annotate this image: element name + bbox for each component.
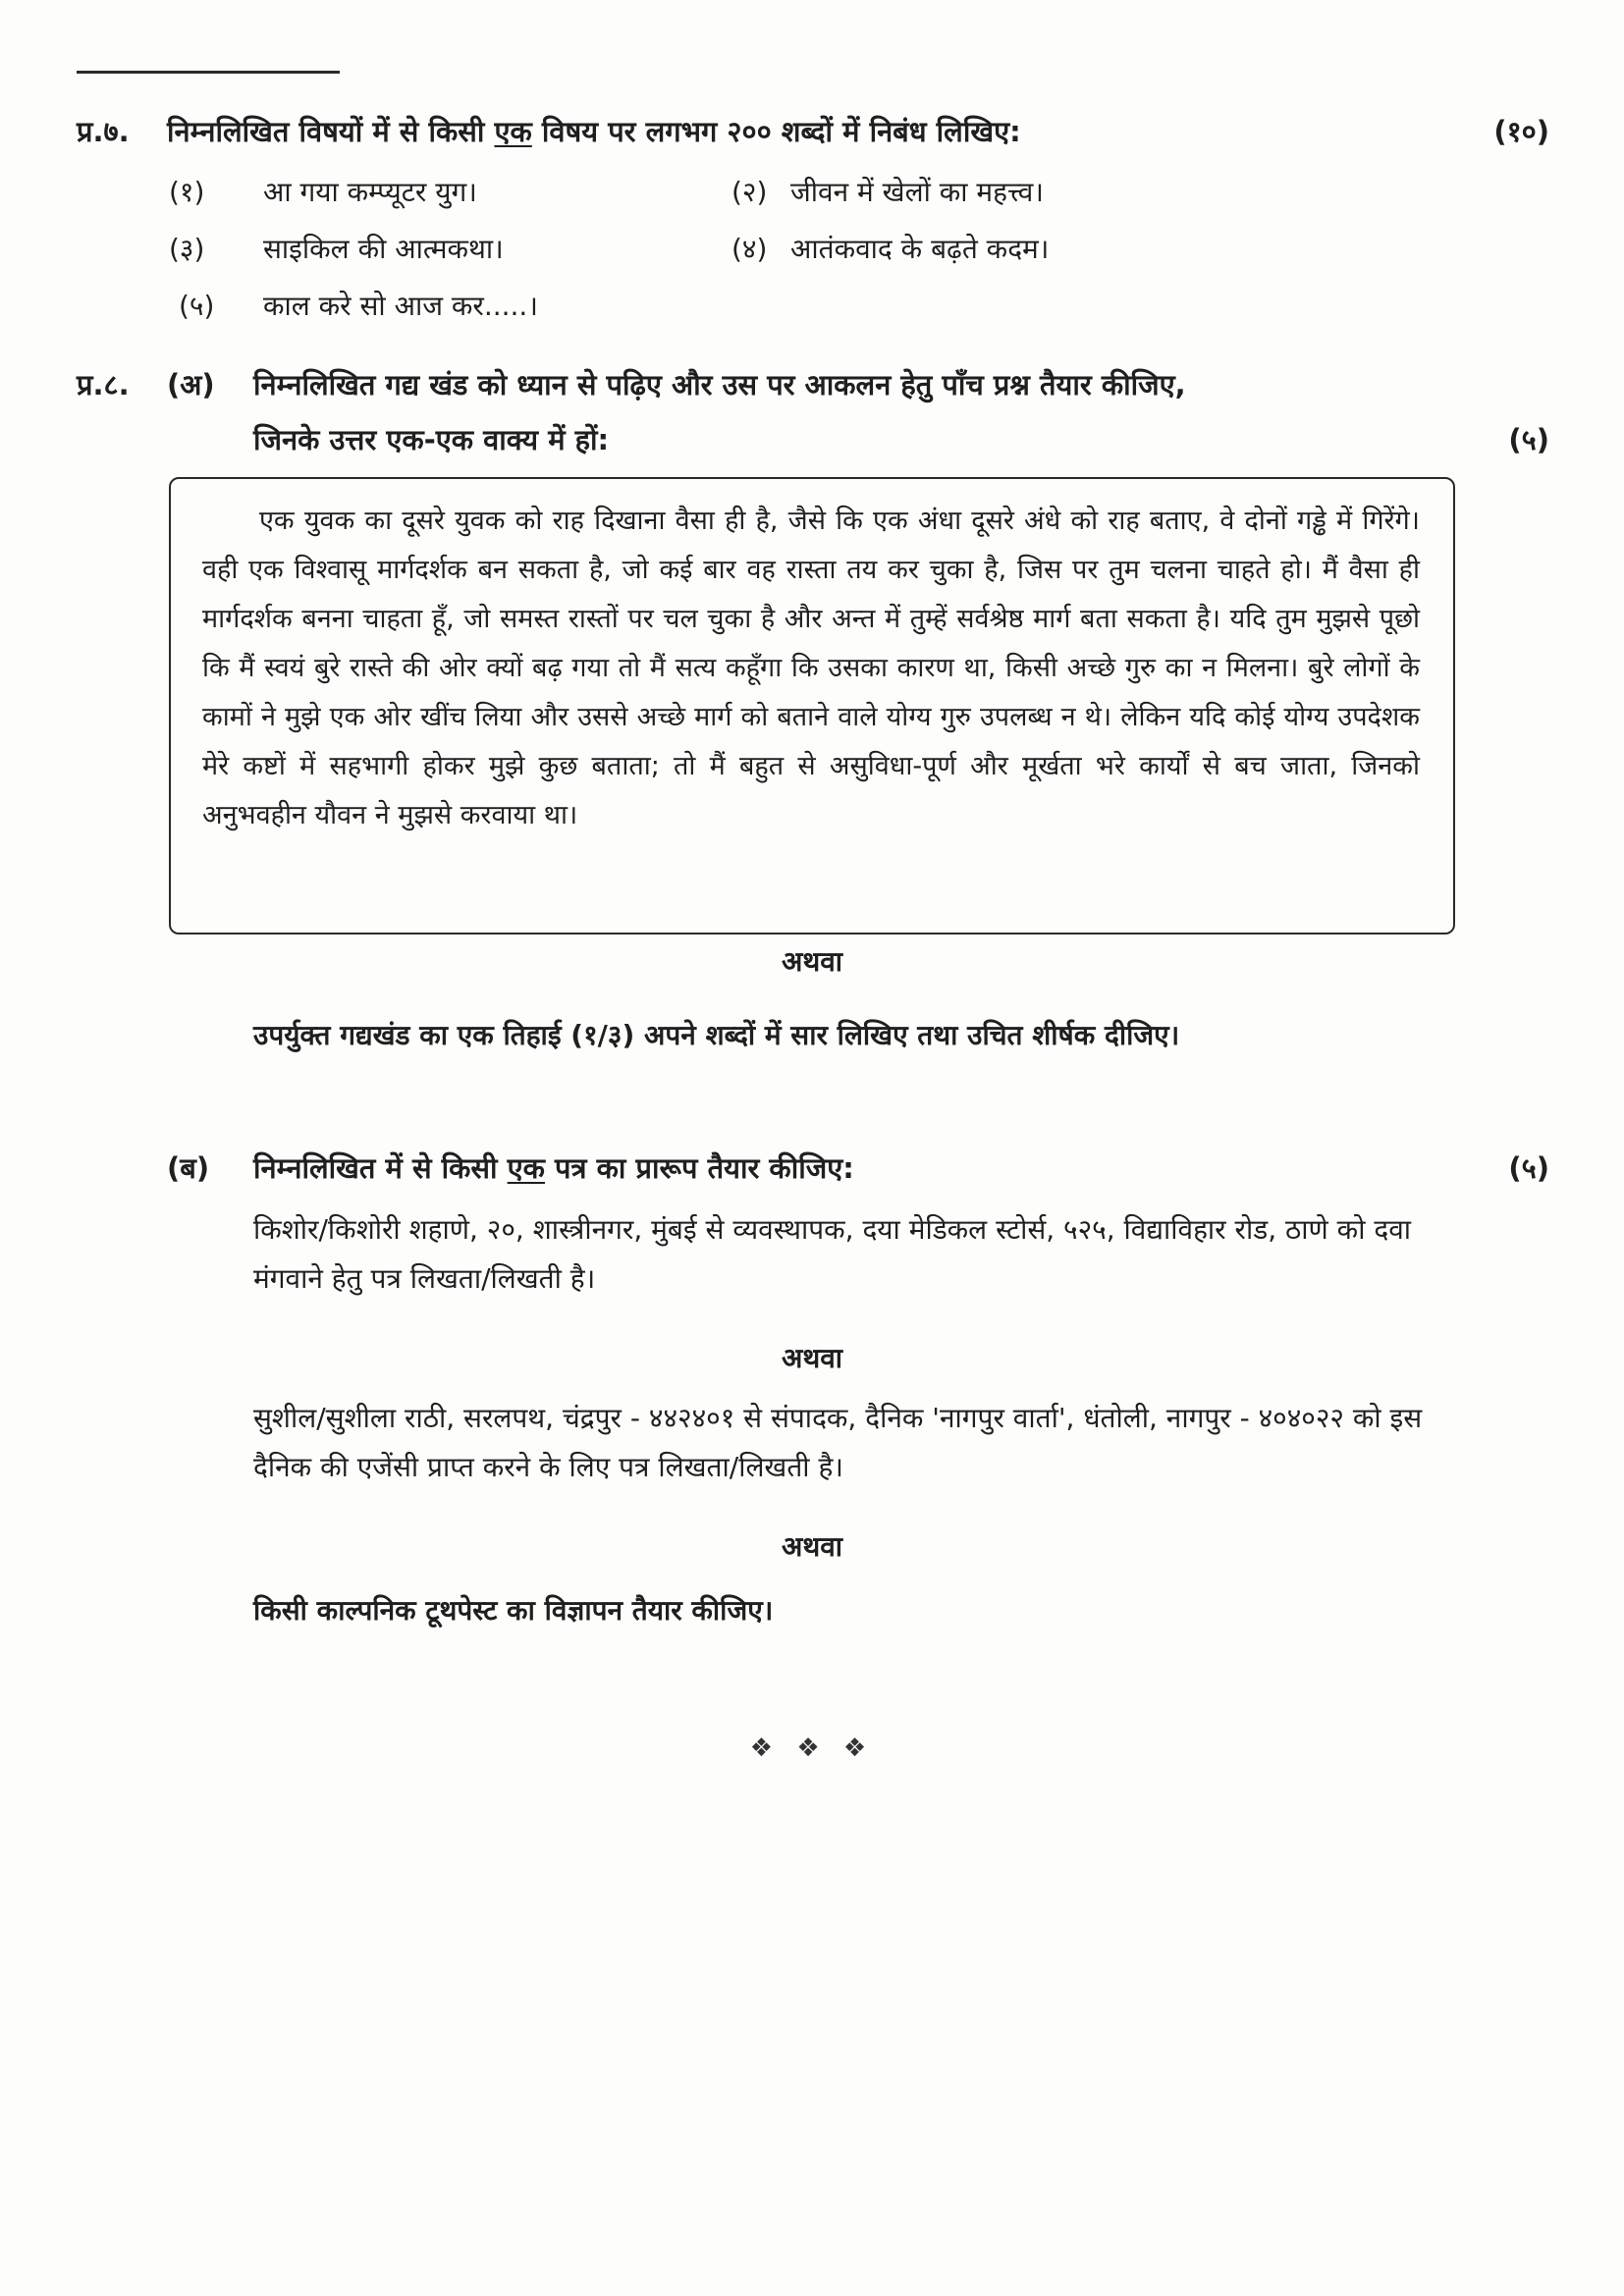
or-label-1: अथवा [781,945,843,978]
or-label-2: अथवा [781,1342,843,1374]
question-8a-marks: (५) [1508,423,1549,456]
question-8b-emphasis: एक [507,1151,545,1185]
question-8b-label: (ब) [167,1151,210,1185]
question-8-number: प्र.८. [77,368,130,401]
essay-topic-5: (५) काल करे सो आज कर.....। [179,290,538,322]
question-8b-heading [167,1147,1443,1190]
top-rule [77,71,340,74]
summary-instruction: उपर्युक्त गद्यखंड का एक तिहाई (१/३) अपने शब्दों में सार लिखिए तथा उचित शीर्षक दीजिए। [253,1019,1180,1051]
question-7-marks: (१०) [1493,115,1549,148]
essay-topic-3: (३) साइकिल की आत्मकथा। [169,233,504,265]
end-ornament: ❖ ❖ ❖ [749,1734,875,1763]
question-8a-heading [77,363,1549,406]
passage-box [169,477,1455,934]
question-8a-line-2: जिनके उत्तर एक-एक वाक्य में हों: [253,423,610,456]
letter-option-2: सुशील/सुशीला राठी, सरलपथ, चंद्रपुर - ४४२४०१ से संपादक, दैनिक 'नागपुर वार्ता', धंतोली, नागपुर - ४०४०२२ को इस दैनिक की एजेंसी प्राप्त करने के लिए पत्र लिखता/लिखती है। [253,1402,1423,1483]
advertisement-task: किसी काल्पनिक टूथपेस्ट का विज्ञापन तैयार कीजिए। [253,1594,774,1627]
question-8b-marks: (५) [1508,1151,1549,1185]
passage-text: एक युवक का दूसरे युवक को राह दिखाना वैसा ही है, जैसे कि एक अंधा दूसरे अंधे को राह बताए, वे दोनों गड्ढे में गिरेंगे। वही एक विश्वासू मार्गदर्शक बन सकता है, जो कई बार वह रास्ता तय कर चुका है, जिस पर तुम चलना चाहते हो। मैं वैसा ही मार्गदर्शक बनना चाहता हूँ, जो समस्त रास्तों पर चल चुका है और अन्त में तुम्हें सर्वश्रेष्ठ मार्ग बता सकता है। यदि तुम मुझसे पूछो कि मैं स्वयं बुरे रास्ते की ओर क्यों बढ़ गया तो मैं सत्य कहूँगा कि उसका कारण था, किसी अच्छे गुरु का न मिलना। बुरे लोगों के कामों ने मुझे एक ओर खींच लिया और उससे अच्छे मार्ग को बताने वाले योग्य गुरु उपलब्ध न थे। लेकिन यदि कोई योग्य उपदेशक मेरे कष्टों में सहभागी होकर मुझे कुछ बताता; तो मैं बहुत से असुविधा-पूर्ण और मूर्खता भरे कार्यों से बच जाता, जिनको अनुभवहीन यौवन ने मुझसे करवाया था। [202,506,1420,830]
question-8a-label: (अ) [167,368,215,401]
question-7-heading [77,110,1549,153]
question-7-text: निम्नलिखित विषयों में से किसी एक विषय पर लगभग २०० शब्दों में निबंध लिखिए: [167,115,1021,148]
essay-topic-4: (४) आतंकवाद के बढ़ते कदम। [731,233,1050,265]
question-8b-text: निम्नलिखित में से किसी एक पत्र का प्रारूप तैयार कीजिए: [253,1151,854,1185]
question-7-emphasis: एक [494,115,532,148]
question-7-number: प्र.७. [77,115,130,148]
question-8a-line-1: निम्नलिखित गद्य खंड को ध्यान से पढ़िए और उस पर आकलन हेतु पाँच प्रश्न तैयार कीजिए, [253,368,1186,401]
or-label-3: अथवा [781,1530,843,1563]
essay-topic-2: (२) जीवन में खेलों का महत्त्व। [731,176,1044,208]
essay-topic-1: (१) आ गया कम्प्यूटर युग। [169,176,477,208]
letter-option-1: किशोर/किशोरी शहाणे, २०, शास्त्रीनगर, मुंबई से व्यवस्थापक, दया मेडिकल स्टोर्स, ५२५, विद्याविहार रोड, ठाणे को दवा मंगवाने हेतु पत्र लिखता/लिखती है। [253,1213,1412,1295]
